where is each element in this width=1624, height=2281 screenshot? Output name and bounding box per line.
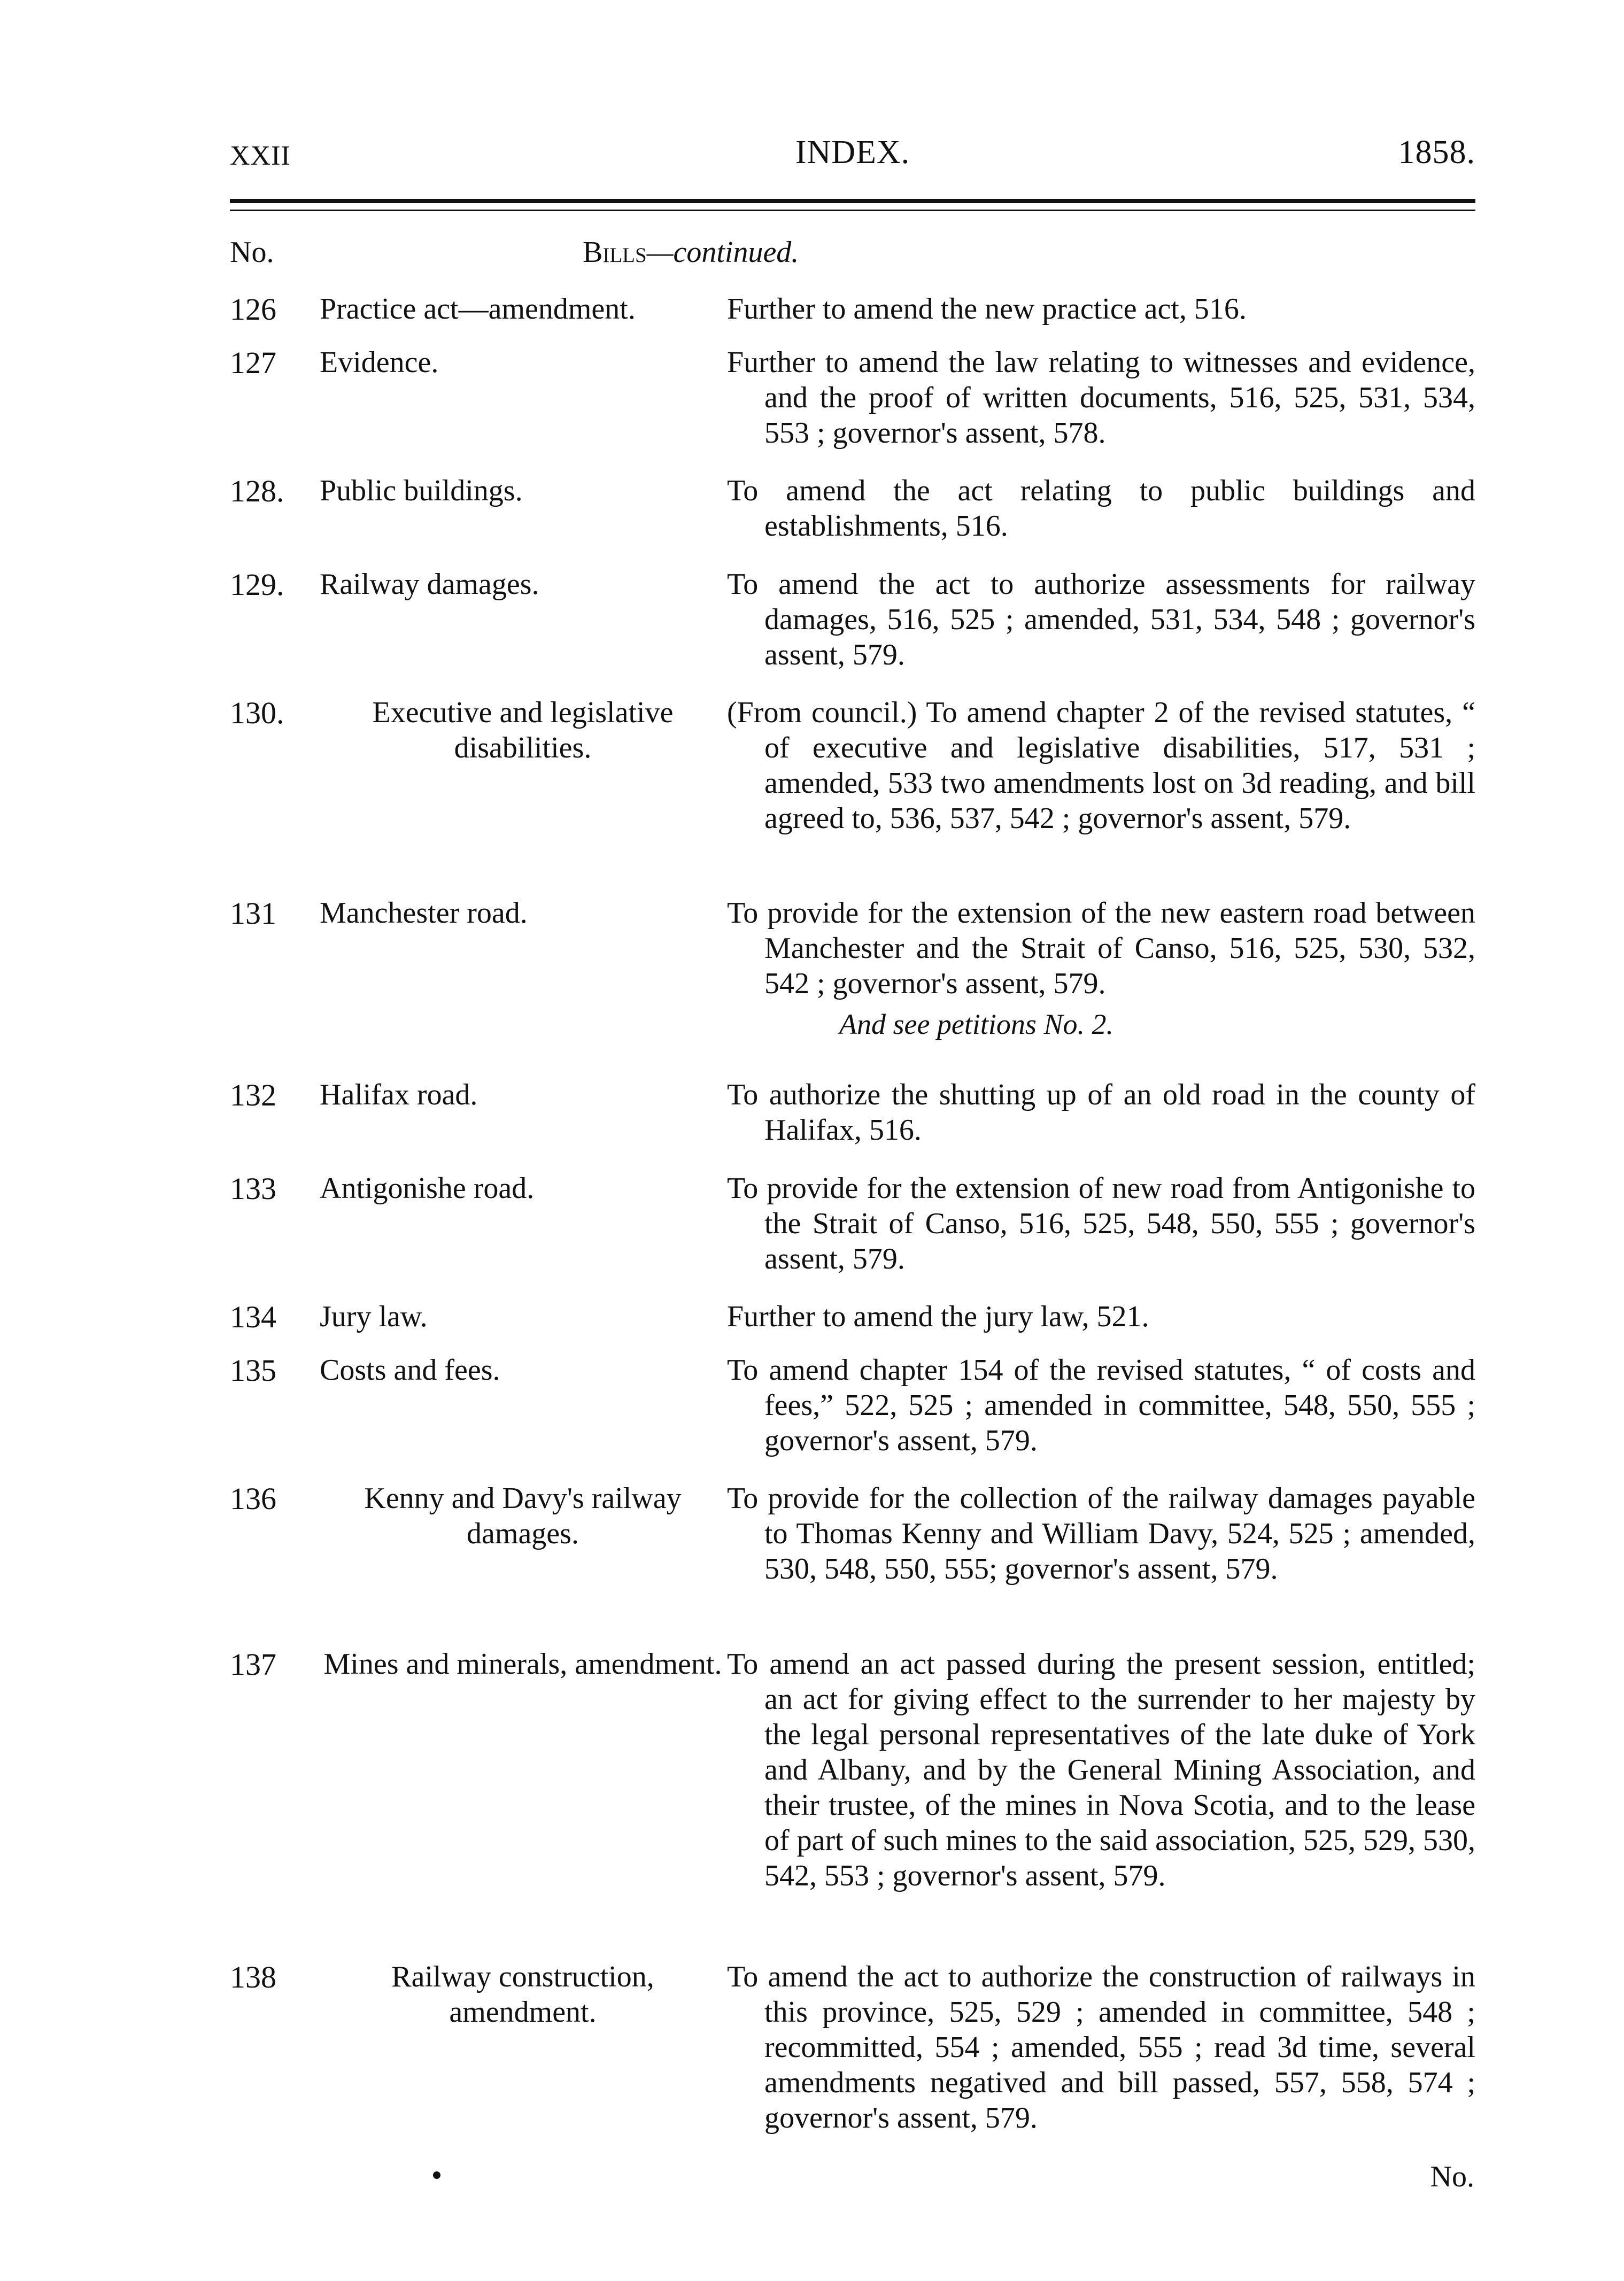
- section-heading: [230, 235, 1475, 278]
- entry-title: Mines and minerals, amendment.: [323, 1648, 722, 1681]
- entry-number: 138: [230, 1960, 276, 1994]
- entry-description: To authorize the shutting up of an old road in the county of Halifax, 516.: [727, 1078, 1475, 1147]
- entry-number: 127: [230, 345, 276, 380]
- entry-title: Halifax road.: [320, 1078, 478, 1111]
- entry-title: Railway damages.: [320, 568, 539, 601]
- entry-title: Executive and legislative disabilities.: [372, 696, 674, 764]
- entry-description: Further to amend the new practice act, 516.: [727, 292, 1247, 326]
- page-number: XXII: [230, 141, 291, 171]
- entry-title: Practice act—amendment.: [320, 292, 636, 326]
- number-column-label: No.: [230, 236, 274, 269]
- entry-title: Evidence.: [320, 346, 439, 379]
- entry-number: 135: [230, 1353, 276, 1388]
- header-rule-thin: [230, 210, 1475, 211]
- cross-reference-note: And see petitions No. 2.: [839, 1008, 1113, 1040]
- entry-number: 134: [230, 1300, 276, 1334]
- section-title-main: Bills: [583, 236, 647, 269]
- entry-description: To amend the act to authorize assessments for railway damages, 516, 525 ; amended, 531, 534, 548 ; governor's assent, 579.: [727, 568, 1475, 671]
- header-rule-thick: [230, 199, 1475, 203]
- printer-mark-dot: [433, 2171, 440, 2179]
- entry-number: 136: [230, 1481, 276, 1516]
- entry-title: Costs and fees.: [320, 1354, 500, 1387]
- entry-title: Railway construction, amendment.: [391, 1960, 654, 2029]
- entry-title: Public buildings.: [320, 474, 523, 507]
- entry-description: To provide for the extension of the new eastern road between Manchester and the Strait of Canso, 516, 525, 530, 532, 542 ; governor's assent, 579.: [727, 896, 1475, 1000]
- entry-number: 133: [230, 1171, 276, 1206]
- entry-description: Further to amend the law relating to witnesses and evidence, and the proof of written documents, 516, 525, 531, 534, 553 ; governor's assent, 578.: [727, 346, 1475, 450]
- entry-description: (From council.) To amend chapter 2 of the revised statutes, “ of executive and legislative disabilities, 517, 531 ; amended, 533 two amendments lost on 3d reading, and bill agreed to, 536, 537, 542 ; governor's assent, 579.: [727, 696, 1475, 835]
- entry-number: 128.: [230, 474, 284, 508]
- entry-title: Manchester road.: [320, 896, 528, 930]
- entry-number: 131: [230, 896, 276, 931]
- entry-title: Antigonishe road.: [320, 1172, 535, 1205]
- entry-title: Kenny and Davy's railway damages.: [364, 1482, 682, 1550]
- entry-number: 137: [230, 1647, 276, 1682]
- section-title: [583, 235, 799, 269]
- entry-description: To provide for the collection of the railway damages payable to Thomas Kenny and William Davy, 524, 525 ; amended, 530, 548, 550, 555; governor's assent, 579.: [727, 1482, 1475, 1586]
- section-title-suffix: —continued.: [646, 236, 799, 269]
- entry-description: To provide for the extension of new road from Antigonishe to the Strait of Canso, 516, 525, 548, 550, 555 ; governor's assent, 579.: [727, 1172, 1475, 1275]
- entry-description: Further to amend the jury law, 521.: [727, 1300, 1149, 1333]
- entry-description: To amend chapter 154 of the revised statutes, “ of costs and fees,” 522, 525 ; amended in committee, 548, 550, 555 ; governor's assent, 579.: [727, 1354, 1475, 1457]
- entry-number: 130.: [230, 695, 284, 730]
- entry-number: 129.: [230, 567, 284, 602]
- page-header: [230, 134, 1475, 182]
- running-title: INDEX.: [795, 134, 910, 171]
- entry-description: To amend an act passed during the present session, entitled; an act for giving effect to the surrender to her majesty by the legal personal representatives of the late duke of York and Albany, and by the General Mining Association, and their trustee, of the mines in Nova Scotia, and to the lease of part of such mines to the said association, 525, 529, 530, 542, 553 ; governor's assent, 579.: [727, 1648, 1475, 1892]
- entry-description: To amend the act to authorize the construction of railways in this province, 525, 529 ; amended in committee, 548 ; recommitted, 554 ; amended, 555 ; read 3d time, several amendments negatived and bill passed, 557, 558, 574 ; governor's assent, 579.: [727, 1960, 1475, 2135]
- entry-title: Jury law.: [320, 1300, 428, 1333]
- entry-number: 132: [230, 1078, 276, 1112]
- entry-number: 126: [230, 292, 276, 327]
- entry-description: To amend the act relating to public buildings and establishments, 516.: [727, 474, 1475, 543]
- page-year: 1858.: [1398, 134, 1475, 171]
- catchword: No.: [1430, 2160, 1474, 2193]
